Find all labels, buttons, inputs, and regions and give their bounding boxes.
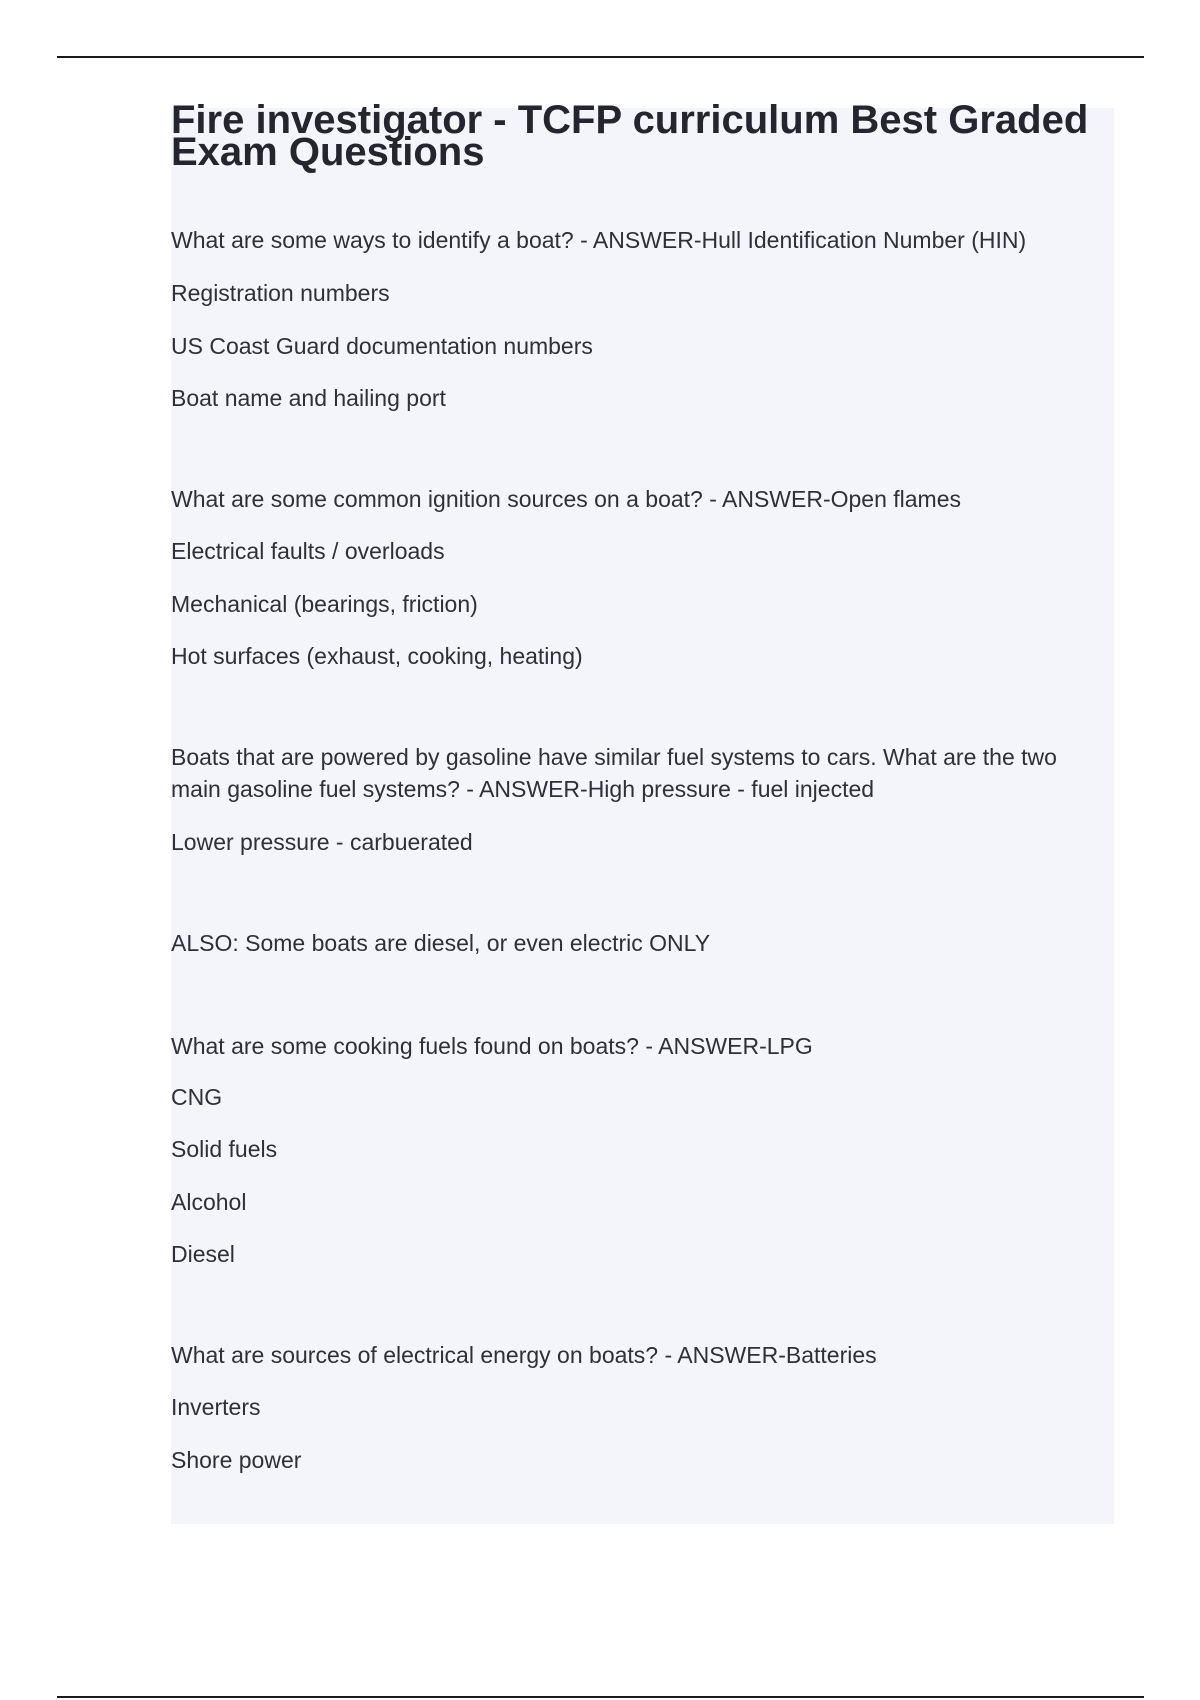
answer-line: Mechanical (bearings, friction): [171, 591, 478, 617]
answer-line: Registration numbers: [171, 280, 390, 306]
answer-line: Alcohol: [171, 1189, 247, 1215]
answer-line: Lower pressure - carbuerated: [171, 829, 473, 855]
answer-line: Shore power: [171, 1447, 302, 1473]
answer-line: Electrical faults / overloads: [171, 538, 445, 564]
header-rule: [57, 56, 1144, 58]
question-line: What are sources of electrical energy on boats? - ANSWER-Batteries: [171, 1342, 877, 1368]
answer-line: US Coast Guard documentation numbers: [171, 333, 593, 359]
content-panel: [171, 108, 1114, 1524]
question-line: What are some cooking fuels found on boats? - ANSWER-LPG: [171, 1033, 813, 1059]
answer-line: Boat name and hailing port: [171, 385, 446, 411]
question-line: What are some ways to identify a boat? - ANSWER-Hull Identification Number (HIN): [171, 227, 1027, 253]
footer-rule: [57, 1696, 1144, 1698]
document-title: Fire investigator - TCFP curriculum Best Graded Exam Questions: [171, 98, 1089, 174]
answer-line: Diesel: [171, 1241, 235, 1267]
answer-line: Inverters: [171, 1394, 261, 1420]
question-line: What are some common ignition sources on a boat? - ANSWER-Open flames: [171, 486, 962, 512]
answer-line: CNG: [171, 1084, 223, 1110]
answer-line: Solid fuels: [171, 1136, 278, 1162]
note-line: ALSO: Some boats are diesel, or even electric ONLY: [171, 930, 711, 956]
answer-line: Hot surfaces (exhaust, cooking, heating): [171, 643, 583, 669]
question-line: Boats that are powered by gasoline have similar fuel systems to cars. What are the two main gasoline fuel systems? - ANSWER-High pressure - fuel injected: [171, 744, 1057, 802]
